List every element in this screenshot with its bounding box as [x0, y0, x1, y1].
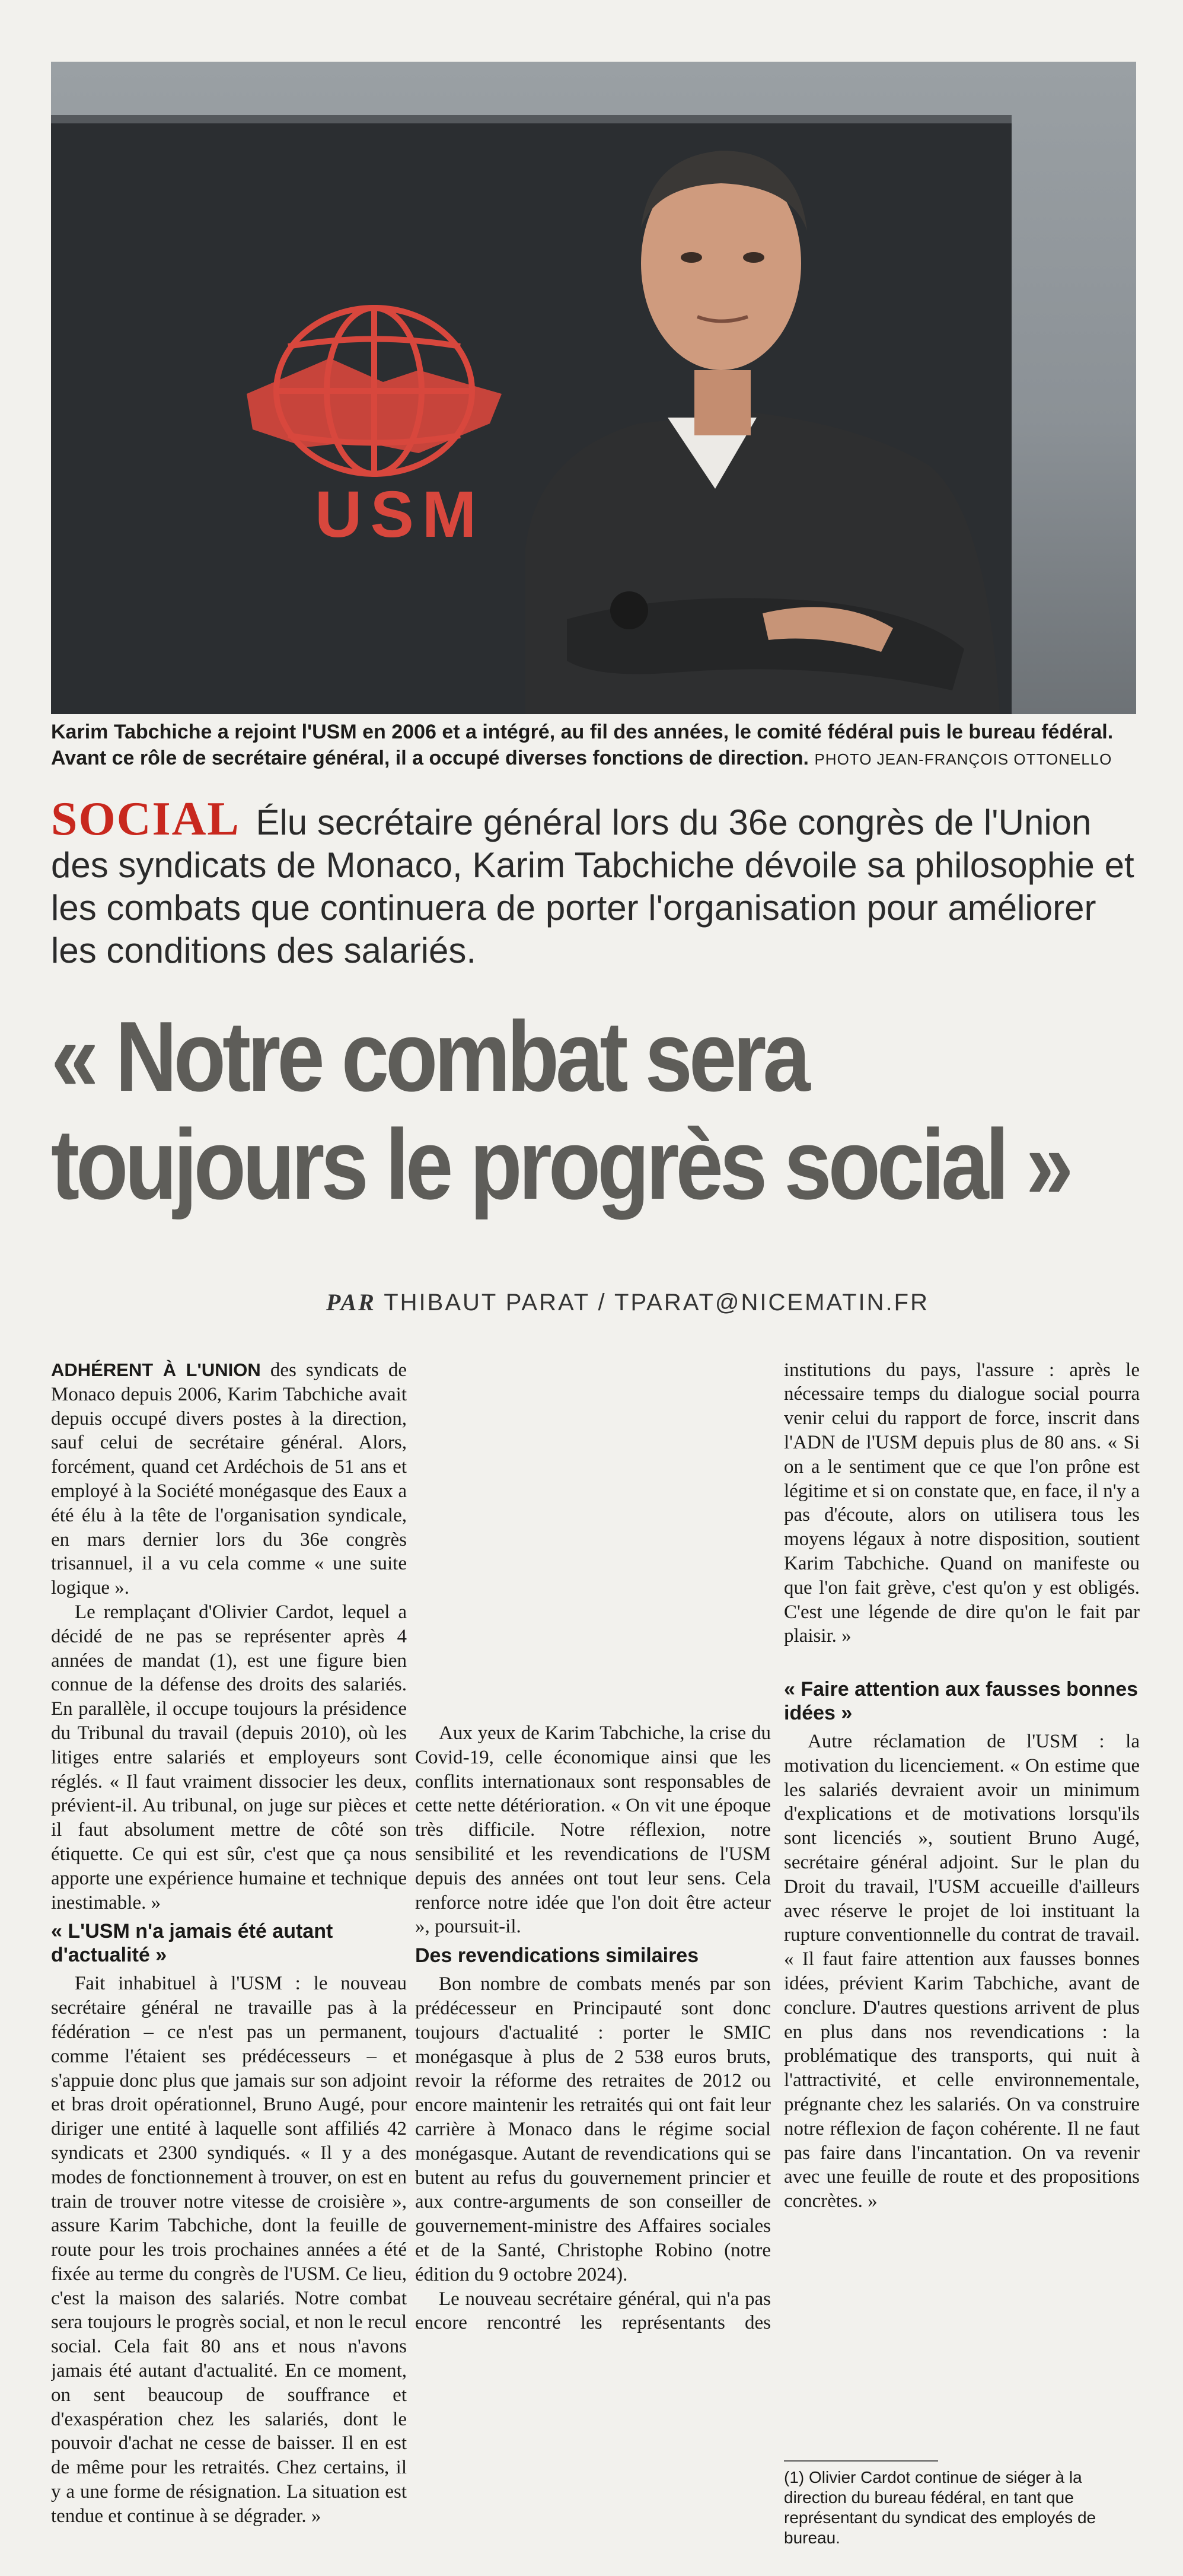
article-paragraph-continued — [415, 1358, 771, 1721]
article-paragraph: Aux yeux de Karim Tabchiche, la crise du Covid-19, celle économique ainsi que les conflits internationaux sont responsables de cette nette détérioration. « On vit une époque très difficile. Notre réflexion, notre sensibilité et les revendications de l'USM depuis des années ont tout leur sens. Cela renforce notre idée que l'on doit être acteur », poursuit-il. — [415, 1722, 771, 1938]
headline — [51, 1001, 1070, 1220]
subhead-usm-actualite: « L'USM n'a jamais été autant d'actualité » — [51, 1920, 333, 1967]
chapeau-text: Élu secrétaire général lors du 36e congrès de l'Union des syndicats de Monaco, Karim Tabchiche dévoile sa philosophie et les combats que continuera de porter l'organisation pour améliorer les conditions des salariés. — [51, 803, 1134, 970]
byline-par: PAR — [326, 1289, 376, 1316]
paragraph-continuation-text: institutions du pays, l'assure : après le nécessaire temps du dialogue social pourra venir celui du rapport de force, inscrit dans l'ADN de l'USM depuis plus de 80 ans. « Si on a le sentiment que ce que l'on prône est légitime et si on constate que, en face, il n'y a pas d'écoute, alors on utilisera tous les moyens légaux à notre disposition, soutient Karim Tabchiche. Quand on manifeste ou que l'on fait grève, c'est qu'on y est obligés. C'est une légende de dire qu'on le fait par plaisir. » — [784, 1359, 1140, 1647]
headline-line-2: toujours le progrès social » — [51, 1109, 1070, 1220]
footnote-rule — [784, 2460, 938, 2462]
article-paragraph — [51, 1358, 407, 1600]
headline-line-1: « Notre combat sera — [51, 1001, 807, 1112]
photo-credit: PHOTO JEAN-FRANÇOIS OTTONELLO — [814, 750, 1112, 768]
article-paragraph-continued — [784, 1358, 1140, 1673]
article-paragraph: Bon nombre de combats menés par son prédécesseur en Principauté sont donc toujours d'actualité : porter le SMIC monégasque à plus de 2 538 euros bruts, revoir la réforme des retraites de 2012 ou encore maintenir les retraités qui ont fait leur carrière à Monaco dans le régime social monégasque. Autant de revendications qui se butent au refus du gouvernement princier et aux contre-arguments de son conseiller de gouvernement-ministre des Affaires sociales et de la Santé, Christophe Robino (notre édition du 9 octobre 2024). — [415, 1973, 771, 2285]
caption-text: Karim Tabchiche a rejoint l'USM en 2006 et a intégré, au fil des années, le comité fédéral puis le bureau fédéral. Avant ce rôle de secrétaire général, il a occupé diverses fonctions de direction. — [51, 721, 1114, 769]
article-paragraph: Autre réclamation de l'USM : la motivation du licenciement. « On estime que les salariés devraient avoir un minimum d'explications et de motivations lorsqu'ils sont licenciés », soutient Bruno Augé, secrétaire général adjoint. Sur le plan du Droit du travail, l'USM accueille d'ailleurs avec réserve le projet de loi instituant la rupture conventionnelle du contrat de travail. « Il faut faire attention aux fausses bonnes idées, prévient Karim Tabchiche, avant de conclure. D'autres questions arrivent de plus en plus dans nos revendications : la problématique des transports, qui nuit à l'attractivité, et celle environnementale, prégnante chez les salariés. On va construire notre réflexion de façon cohérente. Il ne faut pas faire dans l'incantation. On va revenir avec une feuille de route et des propositions concrètes. » — [784, 1731, 1140, 2212]
photo-caption — [51, 719, 1136, 772]
byline — [326, 1288, 929, 1316]
article-column-1 — [51, 1358, 407, 2576]
lead-in: ADHÉRENT À L'UNION — [51, 1359, 261, 1380]
subhead-revendications: Des revendications similaires — [415, 1944, 699, 1967]
rubric-label: SOCIAL — [51, 793, 240, 845]
article-photo — [51, 62, 1136, 714]
photo-illustration — [51, 62, 1136, 714]
article-column-3 — [784, 1358, 1140, 2214]
byline-author: THIBAUT PARAT / TPARAT@NICEMATIN.FR — [384, 1289, 929, 1316]
article-paragraph: Fait inhabituel à l'USM : le nouveau secrétaire général ne travaille pas à la fédération – ce n'est pas un permanent, comme l'étaient ses prédécesseurs – et s'appuie donc plus que jamais sur son adjoint et bras droit opérationnel, Bruno Augé, pour diriger une entité à laquelle sont affiliés 42 syndicats et 2300 syndiqués. « Il y a des modes de fonctionnement à trouver, on est en train de trouver notre vitesse de croisière », assure Karim Tabchiche, dont la feuille de route pour les trois prochaines années a été fixée au terme du congrès de l'USM. Ce lieu, c'est la maison des salariés. Notre combat sera toujours le progrès social, et non le recul social. Cela fait 80 ans et nous n'avons jamais été autant d'actualité. En ce moment, on sent beaucoup de souffrance et d'exaspération chez les salariés, dont le pouvoir d'achat ne cesse de baisser. Il en est de même pour les retraités. Chez certains, il y a une forme de résignation. La situation est tendue et continue à se dégrader. » — [51, 1973, 407, 2527]
paragraph-text: des syndicats de Monaco depuis 2006, Karim Tabchiche avait depuis occupé divers postes à la direction, sauf celui de secrétaire général. Alors, forcément, quand cet Ardéchois de 51 ans et employé à la Société monégasque des Eaux a été élu à la tête de l'organisation syndicale, en mars dernier lors du 36e congrès trisannuel, il a vu cela comme « une suite logique ». — [51, 1359, 407, 1599]
footnote: (1) Olivier Cardot continue de siéger à la direction du bureau fédéral, en tant que représentant du syndicat des employés de bureau. — [784, 2468, 1096, 2547]
usm-logo-text: USM — [315, 478, 485, 551]
article-paragraph: Le remplaçant d'Olivier Cardot, lequel a décidé de ne pas se représenter après 4 années de mandat (1), est une figure bien connue de la défense des droits des salariés. En parallèle, il occupe toujours la présidence du Tribunal du travail (depuis 2010), où les litiges entre salariés et employeurs sont réglés. « Il faut vraiment dissocier les deux, prévient-il. Au tribunal, on juge sur pièces et il faut absolument mettre de côté son étiquette. Ce qui est sûr, c'est que ça nous apporte une expérience humaine et technique inestimable. » — [51, 1601, 407, 1913]
article-column-2 — [415, 1358, 771, 2336]
article-paragraph: Le nouveau secrétaire général, qui n'a pas encore rencontré les représentants des — [415, 2288, 771, 2334]
chapeau — [51, 793, 1136, 972]
subhead-fausses-bonnes-idees: « Faire attention aux fausses bonnes idées » — [784, 1678, 1139, 1724]
